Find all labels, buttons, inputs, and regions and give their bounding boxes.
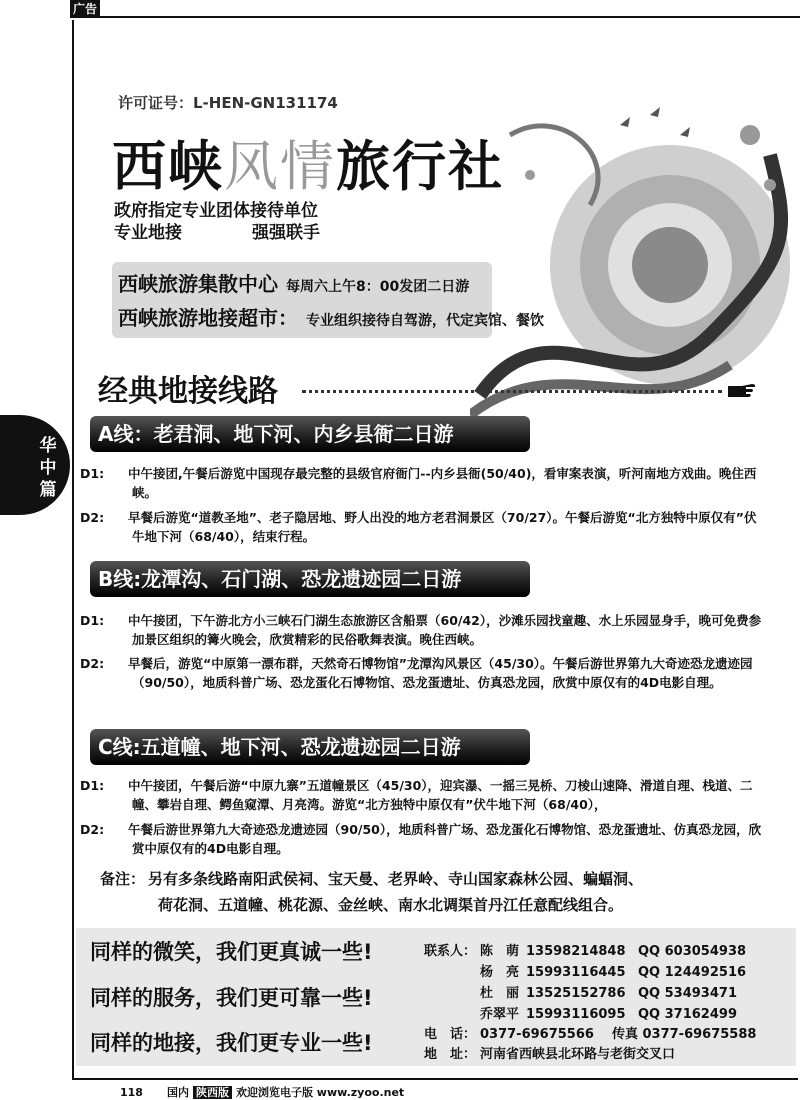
info-row-2-detail: 专业组织接待自驾游，代定宾馆、餐饮 — [306, 313, 544, 329]
info-row-local-market — [118, 302, 544, 331]
contact-qq: QQ 603054938 — [638, 944, 747, 959]
contact-qq: QQ 53493471 — [638, 986, 737, 1001]
day-label: D1: — [80, 466, 105, 481]
route-c-day-2 — [80, 820, 766, 858]
route-a-day-2 — [80, 508, 766, 546]
footer-website: 欢迎浏览电子版 www.zyoo.net — [235, 1086, 405, 1099]
day-label: D2: — [80, 656, 105, 671]
page-footer — [120, 1084, 404, 1100]
address-value: 河南省西峡县北环路与老街交叉口 — [480, 1047, 676, 1062]
section-side-tab — [0, 415, 70, 515]
contact-row — [480, 982, 737, 1001]
ad-tag: 广告 — [70, 0, 100, 18]
pledge-1: 同样的微笑，我们更真诚一些! — [90, 940, 373, 964]
page-number: 118 — [120, 1086, 143, 1099]
telephone-row — [424, 1023, 756, 1042]
info-row-1-title: 西峡旅游集散中心 — [118, 272, 278, 296]
route-c-title: C线:五道幢、地下河、恐龙遗迹园二日游 — [90, 729, 530, 765]
remarks — [100, 866, 780, 918]
day-label: D2: — [80, 510, 105, 525]
slogan — [114, 200, 320, 244]
remarks-line-1: 另有多条线路南阳武侯祠、宝天曼、老界岭、寺山国家森林公园、蝙蝠洞、 — [148, 870, 644, 888]
address-label: 地 址： — [424, 1047, 477, 1062]
route-a-title: A线：老君洞、地下河、内乡县衙二日游 — [90, 416, 530, 452]
remarks-line-2: 荷花洞、五道幢、桃花源、金丝峡、南水北调渠首丹江任意配线组合。 — [158, 896, 624, 914]
footer-edition-badge: 陕西版 — [193, 1086, 232, 1099]
route-b-day-2 — [80, 654, 766, 692]
contact-name: 乔翠平 — [480, 1007, 520, 1022]
contacts-label: 联系人： — [424, 944, 477, 959]
agency-brand-title — [112, 124, 504, 201]
contact-name: 杜 丽 — [480, 986, 520, 1001]
contact-row — [480, 961, 746, 980]
day-label: D1: — [80, 613, 105, 628]
info-row-2-title: 西峡旅游地接超市： — [118, 306, 298, 330]
pledge-3: 同样的地接，我们更专业一些! — [90, 1031, 373, 1055]
info-row-1-detail: 每周六上午8：00发团二日游 — [286, 279, 470, 295]
slogan-line-2-right: 强强联手 — [252, 223, 320, 243]
brand-part-3: 旅行社 — [336, 135, 504, 198]
tel-label: 电 话： — [424, 1027, 477, 1042]
contact-qq: QQ 124492516 — [638, 965, 747, 980]
remarks-label: 备注： — [100, 870, 146, 888]
contact-qq: QQ 37162499 — [638, 1007, 737, 1022]
day-text: 中午接团，午餐后游“中原九寨”五道幢景区（45/30），迎宾瀑、一摇三晃桥、刀棱山速降、滑道自理、栈道、二幢、攀岩自理、鳄鱼窥潭、月亮湾。游览“北方独特中原仅有”伏牛地下河（68/40）， — [128, 778, 753, 812]
dotted-leader — [302, 390, 722, 393]
info-row-distribution-center — [118, 268, 469, 297]
day-label: D1: — [80, 778, 105, 793]
slogan-line-2-left: 专业地接 — [114, 223, 182, 243]
contact-phone: 15993116095 — [526, 1007, 626, 1022]
contact-row — [480, 940, 746, 959]
tel-value: 0377-69675566 — [480, 1027, 594, 1042]
brand-part-2: 风情 — [224, 135, 336, 198]
fax-value: 0377-69675588 — [642, 1027, 757, 1042]
day-label: D2: — [80, 822, 105, 837]
pointing-hand-icon — [726, 380, 756, 398]
contact-phone: 13525152786 — [526, 986, 626, 1001]
fax-label: 传真 — [611, 1027, 638, 1042]
top-rule — [70, 16, 800, 18]
day-text: 午餐后游世界第九大奇迹恐龙遗迹园（90/50），地质科普广场、恐龙蛋化石博物馆、恐龙蛋遗址、仿真恐龙园，欣赏中原仅有的4D电影自理。 — [128, 822, 762, 856]
brand-part-1: 西峡 — [112, 135, 224, 198]
day-text: 早餐后，游览“中原第一漂布群，天然奇石博物馆”龙潭沟风景区（45/30）。午餐后游世界第九大奇迹恐龙遗迹园（90/50），地质科普广场、恐龙蛋化石博物馆、恐龙蛋遗址、仿真恐龙园，欣赏中原仅有的4D电影自理。 — [128, 656, 753, 690]
pledge-2: 同样的服务，我们更可靠一些! — [90, 986, 373, 1010]
contact-name: 陈 萌 — [480, 944, 520, 959]
contact-phone: 15993116445 — [526, 965, 626, 980]
side-tab-label: 华中篇 — [39, 436, 57, 500]
contact-row — [480, 1003, 737, 1022]
route-c-day-1 — [80, 776, 766, 814]
contact-phone: 13598214848 — [526, 944, 626, 959]
day-text: 中午接团,午餐后游览中国现存最完整的县级官府衙门--内乡县衙(50/40)，看审案表演，听河南地方戏曲。晚住西峡。 — [128, 466, 757, 500]
slogan-line-1: 政府指定专业团体接待单位 — [114, 201, 318, 221]
route-b-day-1 — [80, 611, 766, 649]
address-row — [424, 1043, 675, 1062]
contact-name: 杨 亮 — [480, 965, 520, 980]
route-a-day-1 — [80, 464, 766, 502]
permit-number: 许可证号：L-HEN-GN131174 — [118, 94, 338, 112]
day-text: 早餐后游览“道教圣地”、老子隐居地、野人出没的地方老君洞景区（70/27）。午餐后游览“北方独特中原仅有”伏牛地下河（68/40），结束行程。 — [128, 510, 757, 544]
routes-heading: 经典地接线路 — [98, 374, 278, 409]
footer-section: 国内 — [166, 1086, 189, 1099]
day-text: 中午接团，下午游北方小三峡石门湖生态旅游区含船票（60/42），沙滩乐园找童趣、水上乐园显身手，晚可免费参加景区组织的篝火晚会，欣赏精彩的民俗歌舞表演。晚住西峡。 — [128, 613, 762, 647]
route-b-title: B线:龙潭沟、石门湖、恐龙遗迹园二日游 — [90, 561, 530, 597]
